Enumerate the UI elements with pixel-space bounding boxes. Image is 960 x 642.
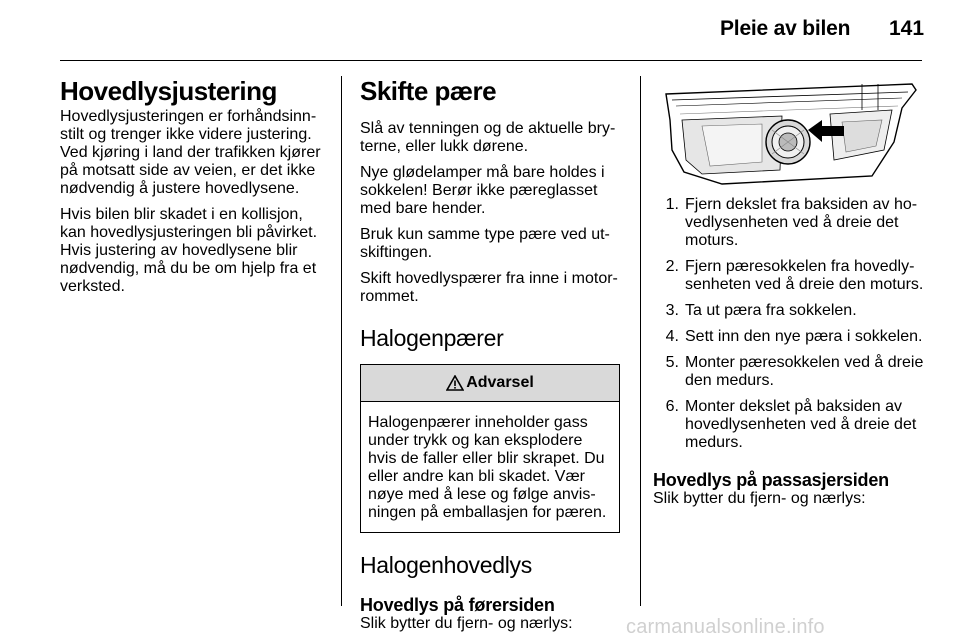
page-number: 141	[889, 17, 925, 40]
column-3	[655, 196, 925, 516]
header-title: Pleie av bilen	[720, 17, 851, 40]
paragraph: Nye glødelamper må bare holdes i sokkelen! Berør ikke pæreglasset med bare hender.	[360, 164, 605, 217]
paragraph: Hovedlysjusteringen er forhåndsinn-stilt og trenger ikke videre justering. Ved kjøring i land der trafikken kjører på motsatt side av veien, er det ikke nødvendig å justere hovedlysene.	[60, 108, 321, 197]
warning-header	[361, 365, 619, 402]
section-heading: Hovedlysjustering	[60, 76, 277, 106]
warning-icon	[446, 375, 464, 391]
section-heading: Skifte pære	[360, 76, 497, 106]
column-divider-2	[640, 76, 641, 606]
step-list	[655, 196, 925, 452]
warning-box	[360, 364, 620, 533]
list-item: 3. Ta ut pæra fra sokkelen.	[665, 302, 857, 319]
paragraph: Bruk kun samme type pære ved ut-skiftingen.	[360, 226, 610, 261]
headlamp-illustration	[662, 80, 920, 188]
minor-heading: Hovedlys på førersiden	[360, 595, 555, 615]
minor-heading: Hovedlys på passasjersiden	[653, 470, 889, 490]
list-item: 5. Monter pæresokkelen ved å dreie den medurs.	[665, 354, 924, 389]
warning-title: Advarsel	[466, 374, 534, 391]
paragraph: Slå av tenningen og de aktuelle bry-terne, eller lukk dørene.	[360, 120, 616, 155]
list-item: 1. Fjern dekslet fra baksiden av ho-vedlysenheten ved å dreie det moturs.	[665, 196, 918, 249]
paragraph: Skift hovedlyspærer fra inne i motor-rommet.	[360, 270, 618, 305]
subheading: Halogenpærer	[360, 325, 504, 351]
column-2	[360, 76, 622, 641]
watermark: carmanualsonline.info	[626, 616, 825, 638]
paragraph: Slik bytter du fjern- og nærlys:	[360, 615, 573, 632]
list-item: 2. Fjern pæresokkelen fra hovedly-senheten ved å dreie den moturs.	[665, 258, 924, 293]
warning-text: Halogenpærer inneholder gass under trykk og kan eksplodere hvis de faller eller blir skrapet. Du eller andre kan bli skadet. Vær nøye med å lese og følge anvis-ningen på emballasjen for pæren.	[368, 414, 607, 521]
column-divider-1	[341, 76, 342, 606]
list-item: 6. Monter dekslet på baksiden av hovedlysenheten ved å dreie det medurs.	[665, 398, 917, 451]
column-1	[60, 76, 328, 304]
paragraph: Slik bytter du fjern- og nærlys:	[653, 490, 866, 507]
paragraph: Hvis bilen blir skadet i en kollisjon, kan hovedlysjusteringen bli påvirket. Hvis justering av hovedlysene blir nødvendig, må du be om hjelp fra et verksted.	[60, 206, 318, 295]
header-rule	[60, 60, 922, 61]
list-item: 4. Sett inn den nye pæra i sokkelen.	[665, 328, 923, 345]
subheading: Halogenhovedlys	[360, 552, 532, 578]
